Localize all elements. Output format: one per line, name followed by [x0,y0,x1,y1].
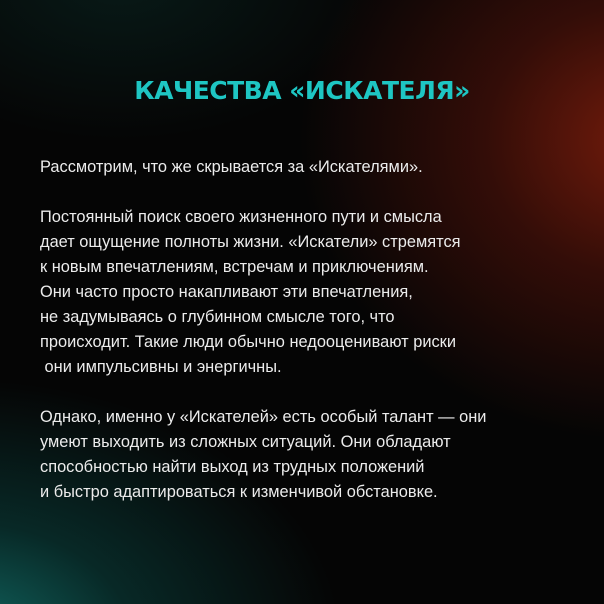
text-line: не задумываясь о глубинном смысле того, что [40,308,395,326]
body-text [40,155,580,505]
text-line: умеют выходить из сложных ситуаций. Они обладают [40,433,451,451]
text-line: Рассмотрим, что же скрывается за «Искателями». [40,158,423,176]
text-line: способностью найти выход из трудных положений [40,458,425,476]
paragraph-talent [40,405,580,505]
text-line: происходит. Такие люди обычно недооценивают риски [40,333,456,351]
paragraph-description [40,205,580,380]
paragraph-spacer [40,180,580,205]
text-line: Постоянный поиск своего жизненного пути и смысла [40,208,442,226]
text-line: к новым впечатлениям, встречам и приключениям. [40,258,429,276]
text-line: дает ощущение полноты жизни. «Искатели» стремятся [40,233,461,251]
text-line: и быстро адаптироваться к изменчивой обстановке. [40,483,438,501]
text-line: Однако, именно у «Искателей» есть особый талант — они [40,408,487,426]
text-line: они импульсивны и энергичны. [40,358,282,376]
paragraph-intro [40,155,580,180]
paragraph-spacer [40,380,580,405]
page-title: КАЧЕСТВА «ИСКАТЕЛЯ» [134,76,470,105]
text-line: Они часто просто накапливают эти впечатления, [40,283,413,301]
